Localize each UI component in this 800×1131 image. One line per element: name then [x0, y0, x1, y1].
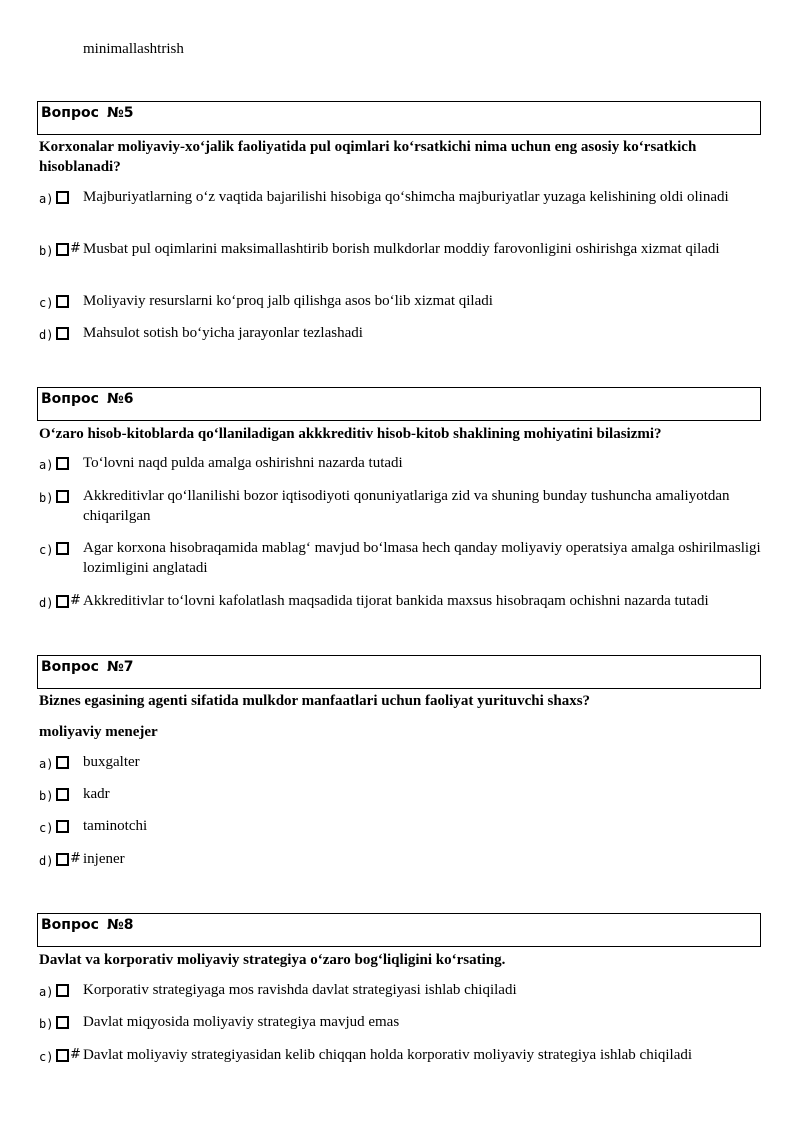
answer-option[interactable]: [39, 488, 764, 528]
question-number: №8: [106, 917, 134, 933]
option-label: b): [39, 244, 54, 258]
checkbox-icon[interactable]: [56, 327, 69, 340]
question-header-word: Вопрос: [41, 391, 99, 407]
option-label: d): [39, 596, 54, 610]
option-text: taminotchi: [83, 818, 148, 834]
checkbox-icon[interactable]: [56, 295, 69, 308]
option-label: d): [39, 854, 54, 868]
option-label: a): [39, 985, 54, 999]
answer-option[interactable]: [39, 851, 764, 891]
option-text: Davlat moliyaviy strategiyasidan kelib chiqqan holda korporativ moliyaviy strategiya ishlab chiqiladi: [83, 1047, 693, 1063]
option-label: a): [39, 757, 54, 771]
question-number: №5: [106, 105, 134, 121]
option-text: kadr: [83, 786, 110, 802]
option-label: a): [39, 192, 54, 206]
option-label: c): [39, 543, 54, 557]
answer-option[interactable]: [39, 189, 764, 229]
checkbox-icon[interactable]: [56, 457, 69, 470]
option-text: Davlat miqyosida moliyaviy strategiya mavjud emas: [83, 1014, 400, 1030]
checkbox-icon[interactable]: [56, 984, 69, 997]
correct-answer-mark: #: [70, 1047, 81, 1062]
option-label: b): [39, 1017, 54, 1031]
option-text: Akkreditivlar qo‘llanilishi bozor iqtisodiyoti qonuniyatlariga zid va shuning bunday tushuncha amaliyotdan chiqarilgan: [83, 488, 730, 524]
option-label: a): [39, 458, 54, 472]
checkbox-icon[interactable]: [56, 853, 69, 866]
question-subtext: moliyaviy menejer: [39, 724, 158, 740]
option-label: d): [39, 328, 54, 342]
correct-answer-mark: #: [70, 241, 81, 256]
option-text: Akkreditivlar to‘lovni kafolatlash maqsadida tijorat bankida maxsus hisobraqam ochishni nazarda tutadi: [83, 593, 709, 609]
question-header-word: Вопрос: [41, 105, 99, 121]
checkbox-icon[interactable]: [56, 191, 69, 204]
question-header: [37, 655, 761, 689]
answer-option[interactable]: [39, 593, 764, 633]
checkbox-icon[interactable]: [56, 542, 69, 555]
continuation-text: minimallashtrish: [83, 41, 184, 57]
answer-option[interactable]: [39, 241, 764, 281]
checkbox-icon[interactable]: [56, 820, 69, 833]
option-label: b): [39, 491, 54, 505]
question-header-word: Вопрос: [41, 917, 99, 933]
answer-option[interactable]: [39, 325, 764, 365]
question-header-word: Вопрос: [41, 659, 99, 675]
option-text: injener: [83, 851, 125, 867]
correct-answer-mark: #: [70, 851, 81, 866]
option-text: Majburiyatlarning o‘z vaqtida bajarilishi hisobiga qo‘shimcha majburiyatlar yuzaga kelishining oldi olinadi: [83, 189, 729, 205]
option-label: c): [39, 821, 54, 835]
option-text: Musbat pul oqimlarini maksimallashtirib borish mulkdorlar moddiy farovonligini oshirishga xizmat qiladi: [83, 241, 720, 257]
answer-option[interactable]: [39, 540, 764, 580]
option-text: To‘lovni naqd pulda amalga oshirishni nazarda tutadi: [83, 455, 403, 471]
checkbox-icon[interactable]: [56, 490, 69, 503]
question-header: [37, 387, 761, 421]
question-header: [37, 101, 761, 135]
checkbox-icon[interactable]: [56, 788, 69, 801]
option-label: c): [39, 1050, 54, 1064]
option-label: c): [39, 296, 54, 310]
option-text: Agar korxona hisobraqamida mablag‘ mavjud bo‘lmasa hech qanday moliyaviy operatsiya amalga oshirilmasligi lozimligini anglatadi: [83, 540, 761, 576]
checkbox-icon[interactable]: [56, 756, 69, 769]
checkbox-icon[interactable]: [56, 595, 69, 608]
question-text: Korxonalar moliyaviy-xo‘jalik faoliyatida pul oqimlari ko‘rsatkichi nima uchun eng asosiy ko‘rsatkich hisoblanadi?: [39, 139, 697, 175]
option-text: Mahsulot sotish bo‘yicha jarayonlar tezlashadi: [83, 325, 363, 341]
checkbox-icon[interactable]: [56, 243, 69, 256]
answer-option[interactable]: [39, 1047, 764, 1087]
option-label: b): [39, 789, 54, 803]
question-text: Davlat va korporativ moliyaviy strategiya o‘zaro bog‘liqligini ko‘rsating.: [39, 952, 506, 968]
option-text: Korporativ strategiyaga mos ravishda davlat strategiyasi ishlab chiqiladi: [83, 982, 517, 998]
question-number: №6: [106, 391, 134, 407]
question-header: [37, 913, 761, 947]
option-text: Moliyaviy resurslarni ko‘proq jalb qilishga asos bo‘lib xizmat qiladi: [83, 293, 493, 309]
checkbox-icon[interactable]: [56, 1049, 69, 1062]
correct-answer-mark: #: [70, 593, 81, 608]
option-text: buxgalter: [83, 754, 140, 770]
checkbox-icon[interactable]: [56, 1016, 69, 1029]
question-text: O‘zaro hisob-kitoblarda qo‘llaniladigan akkkreditiv hisob-kitob shaklining mohiyatini bilasizmi?: [39, 426, 662, 442]
question-number: №7: [106, 659, 134, 675]
question-text: Biznes egasining agenti sifatida mulkdor manfaatlari uchun faoliyat yurituvchi shaxs?: [39, 693, 591, 709]
